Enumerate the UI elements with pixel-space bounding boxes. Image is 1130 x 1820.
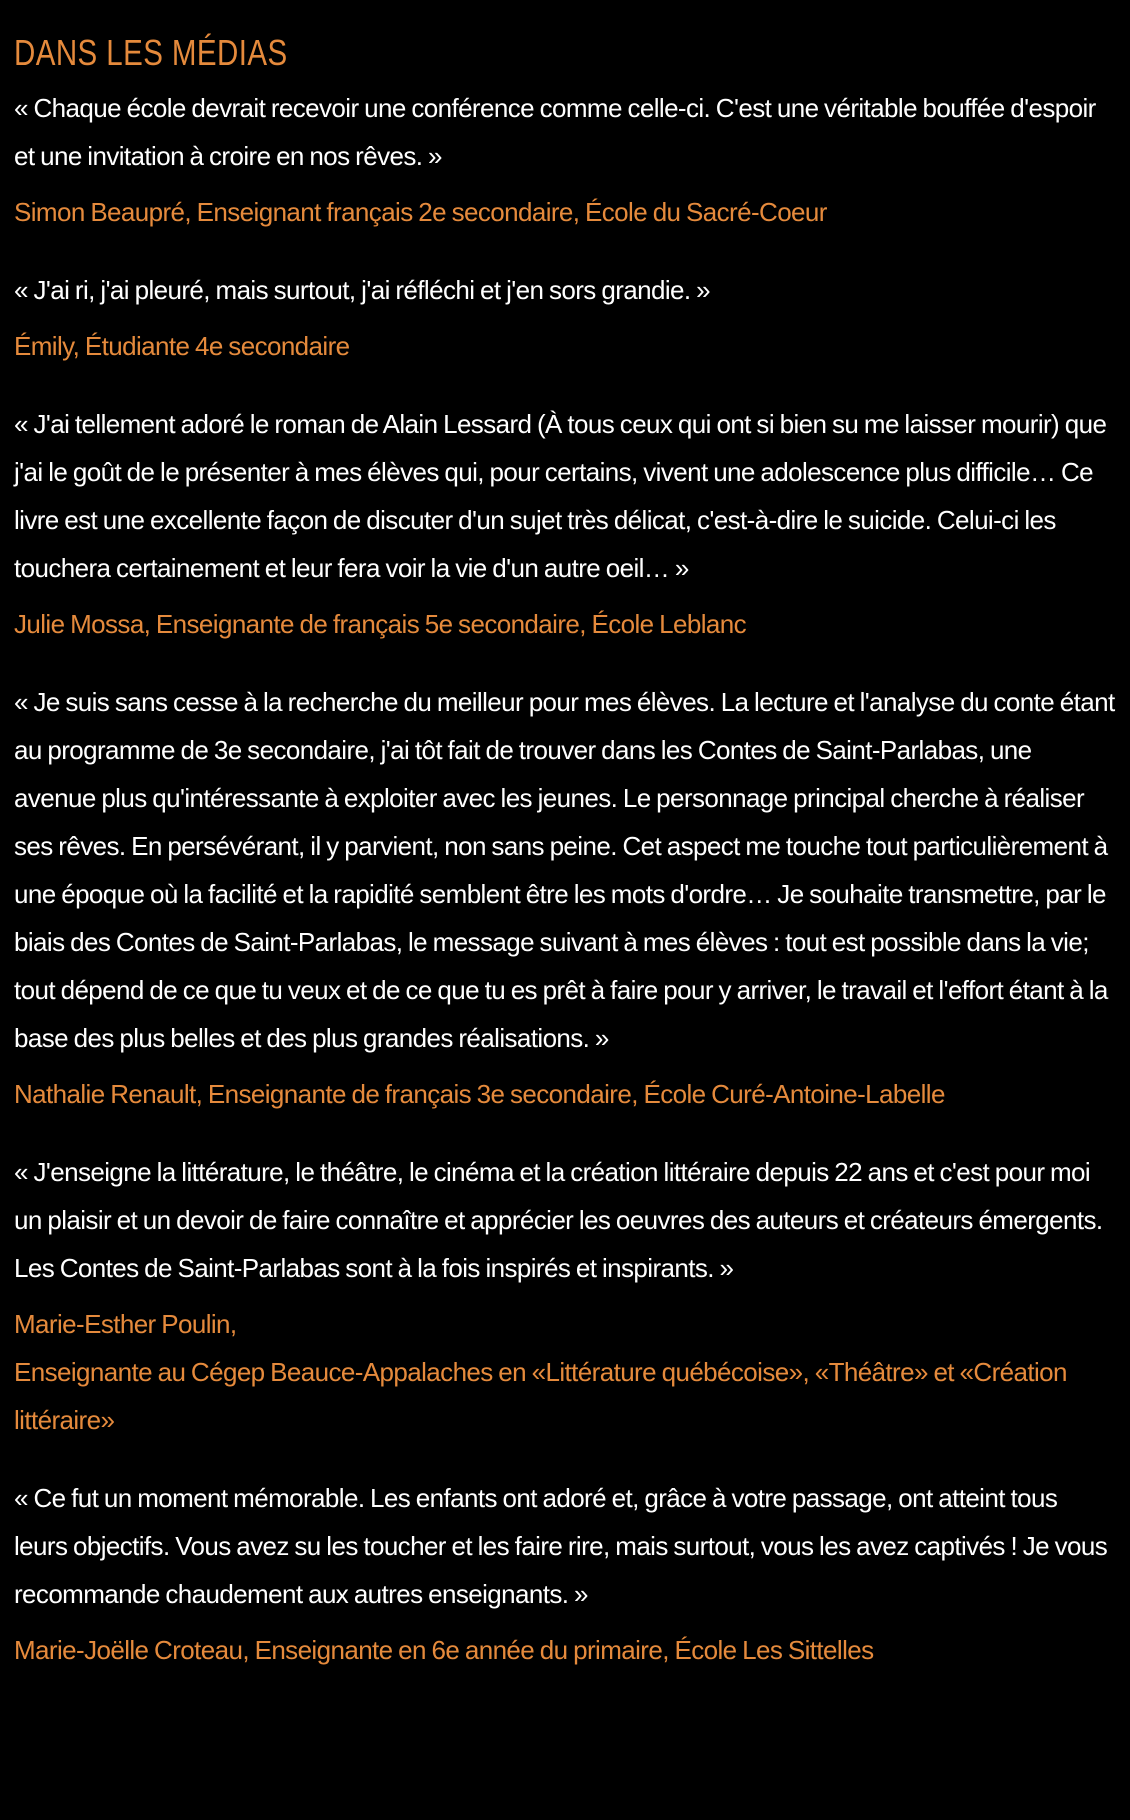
testimonial-item xyxy=(14,678,1116,1118)
testimonial-item xyxy=(14,400,1116,648)
testimonial-quote: « J'ai ri, j'ai pleuré, mais surtout, j'ai réfléchi et j'en sors grandie. » xyxy=(14,275,710,305)
testimonial-quote: « Ce fut un moment mémorable. Les enfants ont adoré et, grâce à votre passage, ont atteint tous leurs objectifs. Vous avez su les toucher et les faire rire, mais surtout, vous les avez captivés ! Je vous recommande chaudement aux autres enseignants. » xyxy=(14,1483,1108,1609)
testimonial-item xyxy=(14,266,1116,370)
testimonial-author-name: Marie-Esther Poulin, xyxy=(14,1309,237,1339)
testimonial-quote: « J'enseigne la littérature, le théâtre, le cinéma et la création littéraire depuis 22 ans et c'est pour moi un plaisir et un devoir de faire connaître et apprécier les oeuvres des auteurs et créateurs émergents. Les Contes de Saint-Parlabas sont à la fois inspirés et inspirants. » xyxy=(14,1157,1103,1283)
testimonial-quote: « Chaque école devrait recevoir une conférence comme celle-ci. C'est une véritable bouffée d'espoir et une invitation à croire en nos rêves. » xyxy=(14,93,1096,171)
testimonial-quote: « Je suis sans cesse à la recherche du meilleur pour mes élèves. La lecture et l'analyse du conte étant au programme de 3e secondaire, j'ai tôt fait de trouver dans les Contes de Saint-Parlabas, une avenue plus qu'intéressante à exploiter avec les jeunes. Le personnage principal cherche à réaliser ses rêves. En persévérant, il y parvient, non sans peine. Cet aspect me touche tout particulièrement à une époque où la facilité et la rapidité semblent être les mots d'ordre… Je souhaite transmettre, par le biais des Contes de Saint-Parlabas, le message suivant à mes élèves : tout est possible dans la vie; tout dépend de ce que tu veux et de ce que tu es prêt à faire pour y arriver, le travail et l'effort étant à la base des plus belles et des plus grandes réalisations. » xyxy=(14,687,1115,1053)
testimonial-item xyxy=(14,1148,1116,1444)
testimonial-item xyxy=(14,1474,1116,1674)
testimonial-author: Simon Beaupré, Enseignant français 2e secondaire, École du Sacré-Coeur xyxy=(14,197,827,227)
testimonial-item xyxy=(14,84,1116,236)
testimonial-author: Nathalie Renault, Enseignante de français 3e secondaire, École Curé-Antoine-Labelle xyxy=(14,1079,945,1109)
testimonial-quote: « J'ai tellement adoré le roman de Alain Lessard (À tous ceux qui ont si bien su me laisser mourir) que j'ai le goût de le présenter à mes élèves qui, pour certains, vivent une adolescence plus difficile… Ce livre est une excellente façon de discuter d'un sujet très délicat, c'est-à-dire le suicide. Celui-ci les touchera certainement et leur fera voir la vie d'un autre oeil… » xyxy=(14,409,1107,583)
section-title: DANS LES MÉDIAS xyxy=(14,32,288,73)
testimonial-author xyxy=(14,1300,1116,1444)
testimonial-author: Émily, Étudiante 4e secondaire xyxy=(14,331,350,361)
testimonial-author-role: Enseignante au Cégep Beauce-Appalaches en «Littérature québécoise», «Théâtre» et «Création littéraire» xyxy=(14,1357,1067,1435)
testimonial-author: Julie Mossa, Enseignante de français 5e secondaire, École Leblanc xyxy=(14,609,747,639)
testimonial-author: Marie-Joëlle Croteau, Enseignante en 6e année du primaire, École Les Sittelles xyxy=(14,1635,874,1665)
